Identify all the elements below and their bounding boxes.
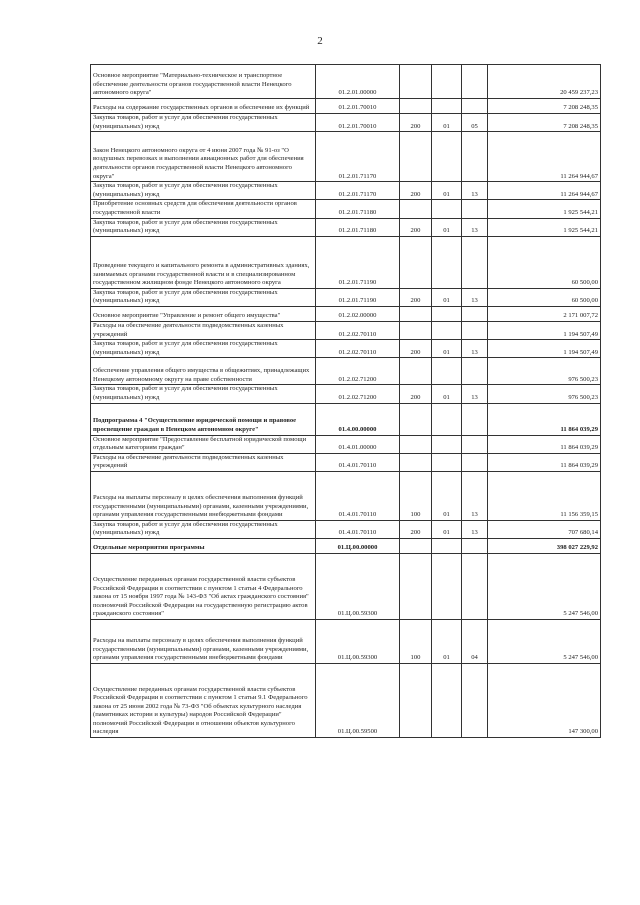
target-code: 01.Ц.00.00000 <box>316 539 400 554</box>
section-code <box>432 453 462 471</box>
target-code: 01.4.01.70110 <box>316 471 400 520</box>
target-code: 01.2.01.71170 <box>316 132 400 182</box>
table-row <box>91 65 601 99</box>
row-description: Закупка товаров, работ и услуг для обеспечения государственных (муниципальных) нужд <box>91 520 316 538</box>
section-code <box>432 200 462 218</box>
expense-type-code <box>400 99 432 114</box>
table-row <box>91 340 601 358</box>
table-row <box>91 471 601 520</box>
section-code <box>432 539 462 554</box>
table-row <box>91 358 601 385</box>
amount: 1 194 507,49 <box>488 321 601 339</box>
row-description: Осуществление переданных органам государственной власти субъектов Российской Федерации в соответствии с пунктом 1 статьи 9.1 Федерального закона от 25 июня 2002 года № 73-ФЗ "Об объектах культурного наследия (памятниках истории и культуры) народов Российской Федерации" полномочий Российской Федерации в отношении объектов культурного наследия <box>91 664 316 738</box>
table-row <box>91 620 601 664</box>
target-code: 01.2.01.70010 <box>316 114 400 132</box>
subsection-code <box>462 306 488 321</box>
table-row <box>91 385 601 403</box>
target-code: 01.2.02.00000 <box>316 306 400 321</box>
row-description: Приобретение основных средств для обеспечения деятельности органов государственной власти <box>91 200 316 218</box>
row-description: Закупка товаров, работ и услуг для обеспечения государственных (муниципальных) нужд <box>91 340 316 358</box>
subsection-code <box>462 554 488 620</box>
expense-type-code <box>400 358 432 385</box>
table-row <box>91 99 601 114</box>
expense-type-code: 200 <box>400 385 432 403</box>
subsection-code <box>462 664 488 738</box>
expense-type-code <box>400 539 432 554</box>
amount: 11 864 039,29 <box>488 435 601 453</box>
subsection-code: 13 <box>462 340 488 358</box>
table-row <box>91 236 601 288</box>
section-code <box>432 358 462 385</box>
expense-type-code: 200 <box>400 182 432 200</box>
section-code <box>432 132 462 182</box>
target-code: 01.2.02.70110 <box>316 321 400 339</box>
expense-type-code: 200 <box>400 340 432 358</box>
table-row <box>91 435 601 453</box>
expense-type-code: 200 <box>400 218 432 236</box>
subsection-code <box>462 65 488 99</box>
expense-type-code <box>400 554 432 620</box>
table-row <box>91 520 601 538</box>
amount: 398 027 229,92 <box>488 539 601 554</box>
row-description: Основное мероприятие "Материально-техническое и транспортное обеспечение деятельности органов государственной власти Ненецкого автономного округа" <box>91 65 316 99</box>
expense-type-code <box>400 65 432 99</box>
expense-type-code <box>400 321 432 339</box>
amount: 60 500,00 <box>488 236 601 288</box>
amount: 11 264 944,67 <box>488 182 601 200</box>
target-code: 01.2.01.71190 <box>316 236 400 288</box>
expense-type-code <box>400 403 432 435</box>
row-description: Основное мероприятие "Управление и ремонт общего имущества" <box>91 306 316 321</box>
row-description: Закупка товаров, работ и услуг для обеспечения государственных (муниципальных) нужд <box>91 182 316 200</box>
section-code: 01 <box>432 288 462 306</box>
section-code: 01 <box>432 620 462 664</box>
expense-type-code: 200 <box>400 520 432 538</box>
target-code: 01.Ц.00.59300 <box>316 554 400 620</box>
section-code <box>432 403 462 435</box>
row-description: Закупка товаров, работ и услуг для обеспечения государственных (муниципальных) нужд <box>91 114 316 132</box>
subsection-code: 13 <box>462 520 488 538</box>
section-code: 01 <box>432 114 462 132</box>
table-row <box>91 218 601 236</box>
target-code: 01.4.01.70110 <box>316 520 400 538</box>
target-code: 01.2.02.71200 <box>316 358 400 385</box>
subsection-code: 13 <box>462 182 488 200</box>
row-description: Закупка товаров, работ и услуг для обеспечения государственных (муниципальных) нужд <box>91 218 316 236</box>
expense-type-code <box>400 453 432 471</box>
amount: 7 208 248,35 <box>488 114 601 132</box>
table-row <box>91 321 601 339</box>
expense-type-code <box>400 664 432 738</box>
amount: 976 500,23 <box>488 358 601 385</box>
table-row <box>91 403 601 435</box>
subsection-code <box>462 236 488 288</box>
section-code: 01 <box>432 218 462 236</box>
amount: 976 500,23 <box>488 385 601 403</box>
table-body <box>91 65 601 738</box>
target-code: 01.Ц.00.59300 <box>316 620 400 664</box>
expense-type-code: 200 <box>400 114 432 132</box>
section-code <box>432 435 462 453</box>
row-description: Основное мероприятие "Предоставление бесплатной юридической помощи отдельным категориям граждан" <box>91 435 316 453</box>
row-description: Проведение текущего и капитального ремонта в административных зданиях, занимаемых органами государственной власти и в специализированном государственном жилищном фонде Ненецкого автономного округа <box>91 236 316 288</box>
section-code <box>432 554 462 620</box>
expense-type-code <box>400 132 432 182</box>
subsection-code <box>462 99 488 114</box>
expense-type-code: 100 <box>400 620 432 664</box>
row-description: Обеспечение управления общего имущества в общежитиях, принадлежащих Ненецкому автономному округу на праве собственности <box>91 358 316 385</box>
expense-type-code: 200 <box>400 288 432 306</box>
amount: 7 208 248,35 <box>488 99 601 114</box>
target-code: 01.4.00.00000 <box>316 403 400 435</box>
page-number: 2 <box>317 35 323 47</box>
section-code <box>432 306 462 321</box>
expense-type-code <box>400 435 432 453</box>
row-description: Подпрограмма 4 "Осуществление юридической помощи и правовое просвещение граждан в Ненецком автономном округе" <box>91 403 316 435</box>
row-description: Осуществление переданных органам государственной власти субъектов Российской Федерации в соответствии с пунктом 1 статьи 4 Федерального закона от 15 ноября 1997 года № 143-ФЗ "Об актах гражданского состояния" полномочий Российской Федерации на государственную регистрацию актов гражданского состояния" <box>91 554 316 620</box>
subsection-code <box>462 358 488 385</box>
section-code <box>432 99 462 114</box>
target-code: 01.2.02.71200 <box>316 385 400 403</box>
subsection-code <box>462 132 488 182</box>
expense-type-code <box>400 306 432 321</box>
expense-type-code <box>400 200 432 218</box>
row-description: Закон Ненецкого автономного округа от 4 июня 2007 года № 91-оз "О воздушных перевозках и выполнении авиационных работ для обеспечения деятельности органов государственной власти Ненецкого автономного округа" <box>91 132 316 182</box>
target-code: 01.Ц.00.59500 <box>316 664 400 738</box>
section-code: 01 <box>432 385 462 403</box>
subsection-code <box>462 200 488 218</box>
subsection-code: 05 <box>462 114 488 132</box>
target-code: 01.4.01.70110 <box>316 453 400 471</box>
subsection-code: 13 <box>462 471 488 520</box>
amount: 1 925 544,21 <box>488 200 601 218</box>
target-code: 01.4.01.00000 <box>316 435 400 453</box>
budget-table <box>90 64 601 738</box>
amount: 5 247 546,00 <box>488 554 601 620</box>
section-code: 01 <box>432 471 462 520</box>
section-code: 01 <box>432 340 462 358</box>
row-description: Расходы на выплаты персоналу в целях обеспечения выполнения функций государственными (муниципальными) органами, казенными учреждениями, органами управления государственными внебюджетными фондами <box>91 620 316 664</box>
table-row <box>91 288 601 306</box>
subsection-code: 13 <box>462 288 488 306</box>
target-code: 01.2.01.71190 <box>316 288 400 306</box>
amount: 147 300,00 <box>488 664 601 738</box>
expense-type-code: 100 <box>400 471 432 520</box>
row-description: Отдельные мероприятия программы <box>91 539 316 554</box>
target-code: 01.2.01.71170 <box>316 182 400 200</box>
row-description: Закупка товаров, работ и услуг для обеспечения государственных (муниципальных) нужд <box>91 288 316 306</box>
target-code: 01.2.02.70110 <box>316 340 400 358</box>
section-code <box>432 321 462 339</box>
row-description: Расходы на обеспечение деятельности подведомственных казенных учреждений <box>91 321 316 339</box>
section-code <box>432 236 462 288</box>
amount: 1 194 507,49 <box>488 340 601 358</box>
row-description: Расходы на содержание государственных органов и обеспечение их функций <box>91 99 316 114</box>
section-code <box>432 664 462 738</box>
expense-type-code <box>400 236 432 288</box>
subsection-code <box>462 539 488 554</box>
subsection-code <box>462 403 488 435</box>
table-row <box>91 554 601 620</box>
table-row <box>91 182 601 200</box>
target-code: 01.2.01.71180 <box>316 200 400 218</box>
table-row <box>91 114 601 132</box>
table-row <box>91 306 601 321</box>
subsection-code: 13 <box>462 385 488 403</box>
target-code: 01.2.01.00000 <box>316 65 400 99</box>
subsection-code <box>462 321 488 339</box>
table-row <box>91 200 601 218</box>
amount: 1 925 544,21 <box>488 218 601 236</box>
amount: 11 156 359,15 <box>488 471 601 520</box>
row-description: Расходы на обеспечение деятельности подведомственных казенных учреждений <box>91 453 316 471</box>
amount: 707 680,14 <box>488 520 601 538</box>
amount: 20 459 237,23 <box>488 65 601 99</box>
section-code: 01 <box>432 520 462 538</box>
section-code <box>432 65 462 99</box>
target-code: 01.2.01.70010 <box>316 99 400 114</box>
table-row <box>91 453 601 471</box>
subsection-code <box>462 435 488 453</box>
amount: 11 864 039,29 <box>488 403 601 435</box>
table-row <box>91 132 601 182</box>
row-description: Закупка товаров, работ и услуг для обеспечения государственных (муниципальных) нужд <box>91 385 316 403</box>
amount: 11 264 944,67 <box>488 132 601 182</box>
target-code: 01.2.01.71180 <box>316 218 400 236</box>
section-code: 01 <box>432 182 462 200</box>
subsection-code <box>462 453 488 471</box>
subsection-code: 04 <box>462 620 488 664</box>
table-row <box>91 664 601 738</box>
row-description: Расходы на выплаты персоналу в целях обеспечения выполнения функций государственными (муниципальными) органами, казенными учреждениями, органами управления государственными внебюджетными фондами <box>91 471 316 520</box>
table-row <box>91 539 601 554</box>
amount: 5 247 546,00 <box>488 620 601 664</box>
subsection-code: 13 <box>462 218 488 236</box>
amount: 60 500,00 <box>488 288 601 306</box>
amount: 11 864 039,29 <box>488 453 601 471</box>
amount: 2 171 007,72 <box>488 306 601 321</box>
